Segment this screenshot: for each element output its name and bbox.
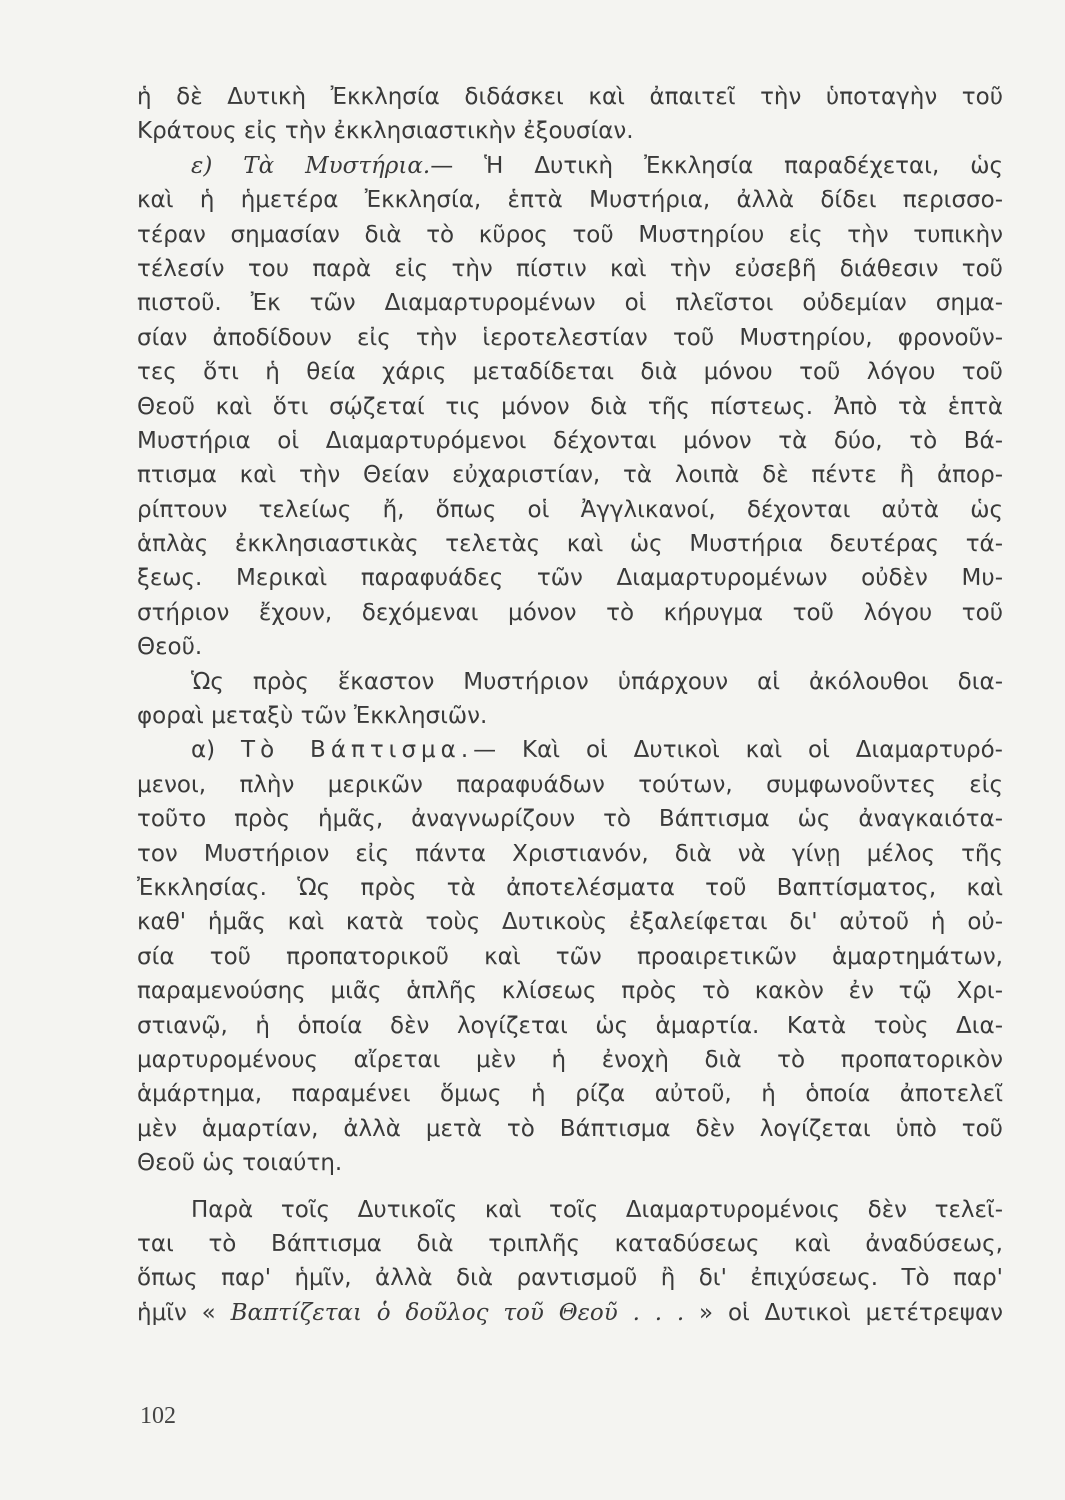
text-line (137, 1043, 1003, 1077)
text-line (137, 458, 1003, 492)
text-line (137, 183, 1003, 217)
text-segment: πιστοῦ. Ἐκ τῶν Διαμαρτυρομένων οἱ πλεῖστοι οὐδεμίαν σημα- (137, 290, 1003, 317)
text-segment: Θεοῦ. (137, 634, 203, 661)
italic-text: ε) Τὰ Μυστήρια. (191, 152, 431, 179)
text-line (137, 1009, 1003, 1043)
text-segment: σία τοῦ προπατορικοῦ καὶ τῶν προαιρετικῶν ἁμαρτημάτων, (137, 943, 1003, 970)
text-line (137, 1146, 1003, 1180)
text-segment: ται τὸ Βάπτισμα διὰ τριπλῆς καταδύσεως καὶ ἀναδύσεως, (137, 1230, 1003, 1257)
text-line (137, 1261, 1003, 1295)
text-segment: Θεοῦ καὶ ὅτι σῴζεταί τις μόνον διὰ τῆς πίστεως. Ἀπὸ τὰ ἑπτὰ (137, 393, 1003, 420)
text-line (137, 699, 1003, 733)
text-line (137, 837, 1003, 871)
text-line (137, 665, 1003, 699)
text-segment: καθ' ἡμᾶς καὶ κατὰ τοὺς Δυτικοὺς ἐξαλείφεται δι' αὐτοῦ ἡ οὐ- (137, 909, 1003, 936)
text-line (137, 596, 1003, 630)
text-segment: Ὡς πρὸς ἕκαστον Μυστήριον ὑπάρχουν αἱ ἀκόλουθοι δια- (191, 668, 1003, 695)
text-segment: » οἱ Δυτικοὶ μετέτρεψαν (684, 1299, 1003, 1326)
text-line (137, 527, 1003, 561)
text-line (137, 940, 1003, 974)
text-line (137, 1193, 1003, 1227)
text-line (137, 286, 1003, 320)
text-segment: Παρὰ τοῖς Δυτικοῖς καὶ τοῖς Διαμαρτυρομένοις δὲν τελεῖ- (191, 1196, 1003, 1223)
text-segment: — Ἡ Δυτικὴ Ἐκκλησία παραδέχεται, ὡς (430, 152, 1003, 179)
text-line (137, 1077, 1003, 1111)
text-segment: καὶ ἡ ἡμετέρα Ἐκκλησία, ἑπτὰ Μυστήρια, ἀλλὰ δίδει περισσο- (137, 187, 1003, 214)
text-segment: ἡμῖν « (137, 1299, 231, 1326)
text-line (137, 630, 1003, 664)
text-segment: παραμενούσης μιᾶς ἁπλῆς κλίσεως πρὸς τὸ κακὸν ἐν τῷ Χρι- (137, 978, 1003, 1005)
text-segment: τες ὅτι ἡ θεία χάρις μεταδίδεται διὰ μόνου τοῦ λόγου τοῦ (137, 359, 1003, 386)
text-segment: Ἐκκλησίας. Ὡς πρὸς τὰ ἀποτελέσματα τοῦ Βαπτίσματος, καὶ (137, 874, 1003, 901)
text-line (137, 149, 1003, 183)
text-line (137, 871, 1003, 905)
text-line (137, 802, 1003, 836)
text-segment: α) (191, 737, 242, 764)
text-segment: τοῦτο πρὸς ἡμᾶς, ἀναγνωρίζουν τὸ Βάπτισμα ὡς ἀναγκαιότα- (137, 806, 1003, 833)
text-line (137, 1112, 1003, 1146)
spaced-heading-text: Τὸ Βάπτισμα. (241, 737, 474, 764)
text-segment: ὅπως παρ' ἡμῖν, ἀλλὰ διὰ ραντισμοῦ ἢ δι' ἐπιχύσεως. Τὸ παρ' (137, 1265, 1003, 1292)
page-number: 102 (140, 1403, 176, 1429)
text-line (137, 114, 1003, 148)
text-segment: πτισμα καὶ τὴν Θείαν εὐχαριστίαν, τὰ λοιπὰ δὲ πέντε ἢ ἀπορ- (137, 462, 1003, 489)
text-segment: μὲν ἁμαρτίαν, ἀλλὰ μετὰ τὸ Βάπτισμα δὲν λογίζεται ὑπὸ τοῦ (137, 1115, 1003, 1142)
text-line (137, 561, 1003, 595)
text-segment: — Καὶ οἱ Δυτικοὶ καὶ οἱ Διαμαρτυρό- (473, 737, 1003, 764)
text-segment: ἁπλὰς ἐκκλησιαστικὰς τελετὰς καὶ ὡς Μυστήρια δευτέρας τά- (137, 531, 1003, 558)
text-segment: ρίπτουν τελείως ἤ, ὅπως οἱ Ἀγγλικανοί, δέχονται αὐτὰ ὡς (137, 496, 1003, 523)
text-line (137, 733, 1003, 767)
text-line (137, 355, 1003, 389)
text-segment: τέλεσίν του παρὰ εἰς τὴν πίστιν καὶ τὴν εὐσεβῆ διάθεσιν τοῦ (137, 255, 1003, 282)
text-line (137, 321, 1003, 355)
text-segment: ἡ δὲ Δυτικὴ Ἐκκλησία διδάσκει καὶ ἀπαιτεῖ τὴν ὑποταγὴν τοῦ (137, 84, 1003, 110)
text-line (137, 1296, 1003, 1330)
text-segment: τον Μυστήριον εἰς πάντα Χριστιανόν, διὰ νὰ γίνῃ μέλος τῆς (137, 840, 1003, 867)
text-segment: τέραν σημασίαν διὰ τὸ κῦρος τοῦ Μυστηρίου εἰς τὴν τυπικὴν (137, 221, 1003, 248)
text-line (137, 493, 1003, 527)
text-line (137, 974, 1003, 1008)
text-segment: ἁμάρτημα, παραμένει ὅμως ἡ ρίζα αὐτοῦ, ἡ ὁποία ἀποτελεῖ (137, 1081, 1003, 1108)
text-line (137, 905, 1003, 939)
text-segment: στιανῷ, ἡ ὁποία δὲν λογίζεται ὡς ἁμαρτία. Κατὰ τοὺς Δια- (137, 1012, 1003, 1039)
text-segment: Θεοῦ ὡς τοιαύτη. (137, 1150, 343, 1177)
text-line (137, 1227, 1003, 1261)
text-segment: μενοι, πλὴν μερικῶν παραφυάδων τούτων, συμφωνοῦντες εἰς (137, 771, 1003, 798)
text-line (137, 80, 1003, 114)
text-segment: σίαν ἀποδίδουν εἰς τὴν ἱεροτελεστίαν τοῦ Μυστηρίου, φρονοῦν- (137, 324, 1003, 351)
text-line (137, 768, 1003, 802)
text-line (137, 252, 1003, 286)
text-segment: Μυστήρια οἱ Διαμαρτυρόμενοι δέχονται μόνον τὰ δύο, τὸ Βά- (137, 427, 1003, 454)
text-segment: Κράτους εἰς τὴν ἐκκλησιαστικὴν ἐξουσίαν. (137, 118, 634, 145)
text-segment: μαρτυρομένους αἴρεται μὲν ἡ ἐνοχὴ διὰ τὸ προπατορικὸν (137, 1046, 1003, 1073)
italic-text: Βαπτίζεται ὁ δοῦλος τοῦ Θεοῦ . . . (230, 1299, 685, 1326)
text-line (137, 424, 1003, 458)
text-line (137, 218, 1003, 252)
page-body-text (137, 80, 1003, 1330)
text-segment: φοραὶ μεταξὺ τῶν Ἐκκλησιῶν. (137, 703, 488, 730)
text-segment: στήριον ἔχουν, δεχόμεναι μόνον τὸ κήρυγμα τοῦ λόγου τοῦ (137, 599, 1003, 626)
text-line (137, 390, 1003, 424)
text-segment: ξεως. Μερικαὶ παραφυάδες τῶν Διαμαρτυρομένων οὐδὲν Μυ- (137, 565, 1003, 592)
